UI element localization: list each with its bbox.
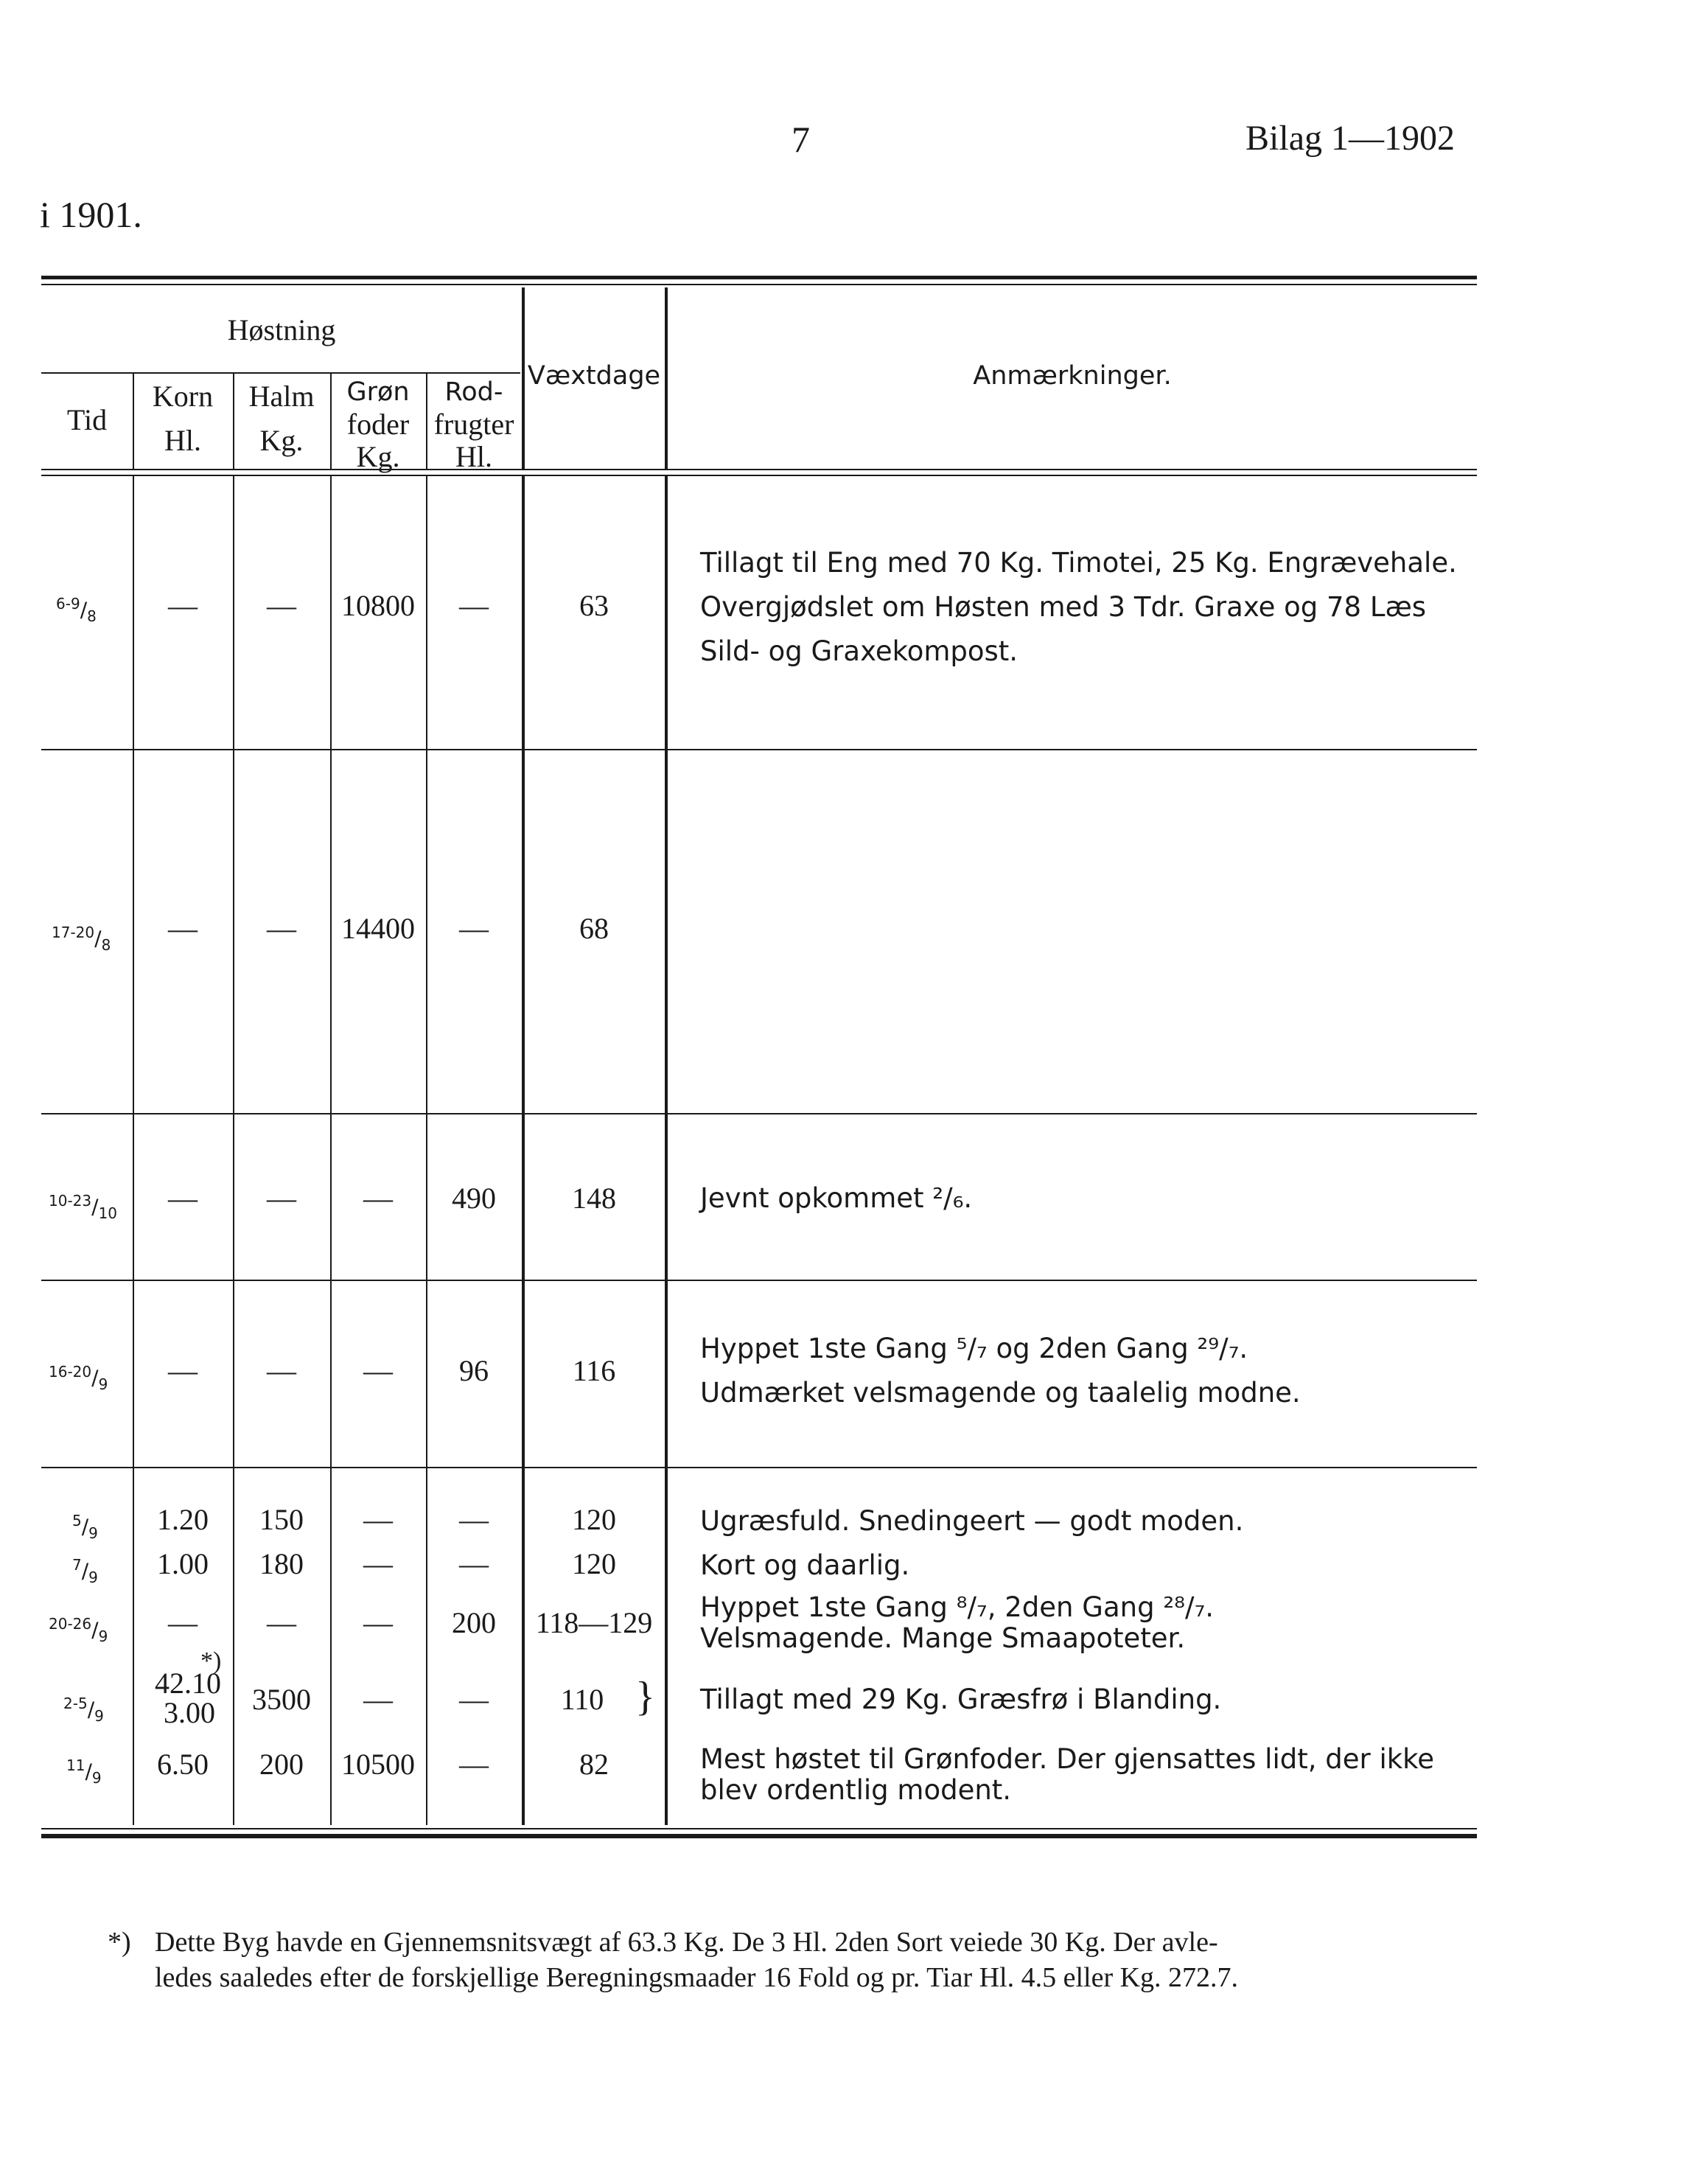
cell-vaextdage: 82: [579, 1748, 609, 1781]
footnote-line: Dette Byg havde en Gjennemsnitsvægt af 63.3 Kg. De 3 Hl. 2den Sort veiede 30 Kg. Der avle-: [155, 1927, 1218, 1958]
header-tid: Tid: [66, 403, 108, 436]
row-date: $^{10-23}/_{10}$: [49, 1192, 118, 1222]
cell-rodfrugter: —: [459, 912, 489, 945]
cell-gronfoder: 10500: [341, 1748, 415, 1781]
cell-korn: 1.00: [157, 1547, 209, 1580]
col-divider-halm: [330, 372, 332, 469]
bilag-reference: Bilag 1—1902: [1245, 119, 1455, 158]
cell-vaextdage: 116: [572, 1354, 616, 1387]
cell-vaextdage: 120: [572, 1547, 616, 1580]
table-bottom-rule-thick: [41, 1834, 1477, 1838]
col-divider-korn-body: [233, 476, 234, 1825]
cell-vaextdage: 118—129: [535, 1606, 653, 1639]
row-date: $^{2-5}/_9$: [63, 1695, 104, 1725]
col-divider-vaext: [665, 287, 668, 469]
header-bottom-rule: [41, 469, 1477, 470]
row-date: $^7/_9$: [72, 1556, 98, 1586]
col-divider-rod-body: [522, 476, 525, 1825]
col-divider-vaext-body: [665, 476, 668, 1825]
header-vaextdage: Væxtdage: [527, 361, 661, 391]
cell-halm: —: [267, 589, 296, 622]
cell-halm: 150: [259, 1503, 304, 1536]
table-top-rule: [41, 276, 1477, 279]
cell-halm: —: [267, 912, 296, 945]
cell-korn: —: [168, 912, 198, 945]
row-separator: [41, 1113, 1477, 1114]
row-date: $^{11}/_9$: [66, 1756, 102, 1787]
page-number: 7: [792, 119, 810, 160]
cell-anmaerkning: Tillagt til Eng med 70 Kg. Timotei, 25 Kg. Engrævehale. Overgjødslet om Høsten med 3 Tdr. Graxe og 78 Læs Sild- og Graxekompost.: [700, 547, 1457, 667]
row-separator: [41, 1280, 1477, 1281]
cell-gronfoder: —: [363, 1606, 393, 1639]
col-divider-tid-body: [133, 476, 134, 1825]
year-title: i 1901.: [40, 194, 142, 235]
row-date: $^5/_9$: [72, 1512, 98, 1542]
cell-halm: —: [267, 1182, 296, 1215]
cell-gronfoder: —: [363, 1182, 393, 1215]
cell-korn: —: [168, 1182, 198, 1215]
cell-anmaerkning: Kort og daarlig.: [700, 1549, 910, 1581]
hostning-rule: [41, 372, 520, 374]
brace-icon: }: [635, 1674, 655, 1720]
col-divider-halm-body: [330, 476, 332, 1825]
cell-gronfoder: —: [363, 1503, 393, 1536]
cell-gronfoder: 10800: [341, 589, 415, 622]
cell-vaextdage: 110: [560, 1683, 604, 1716]
cell-halm: —: [267, 1606, 296, 1639]
col-divider-gron: [426, 372, 427, 469]
cell-anmaerkning: Ugræsfuld. Snedingeert — godt moden.: [700, 1505, 1244, 1537]
cell-halm: 180: [259, 1547, 304, 1580]
cell-anmaerkning: Jevnt opkommet ²/₆.: [700, 1182, 973, 1214]
row-separator: [41, 749, 1477, 750]
header-hostning: Høstning: [227, 313, 336, 346]
header-gronfoder: Grøn foder Kg.: [346, 377, 410, 473]
cell-rodfrugter: —: [459, 1683, 489, 1716]
row-date: $^{16-20}/_9$: [49, 1363, 108, 1393]
cell-anmaerkning: Tillagt med 29 Kg. Græsfrø i Blanding.: [700, 1684, 1222, 1715]
cell-korn: 42.10 3.00: [155, 1667, 221, 1729]
cell-gronfoder: 14400: [341, 912, 415, 945]
row-date: $^{20-26}/_9$: [49, 1615, 108, 1645]
cell-gronfoder: —: [363, 1547, 393, 1580]
cell-vaextdage: 68: [579, 912, 609, 945]
header-korn: Korn Hl.: [152, 380, 214, 457]
row-separator: [41, 1467, 1477, 1468]
cell-rodfrugter: —: [459, 589, 489, 622]
row-date: $^{17-20}/_8$: [52, 924, 111, 954]
cell-halm: 200: [259, 1748, 304, 1781]
table-bottom-rule: [41, 1828, 1477, 1829]
cell-halm: —: [267, 1354, 296, 1387]
table-top-rule-thin: [41, 284, 1477, 285]
footnote-line: ledes saaledes efter de forskjellige Beregningsmaader 16 Fold og pr. Tiar Hl. 4.5 eller Kg. 272.7.: [155, 1962, 1239, 1993]
cell-rodfrugter: —: [459, 1503, 489, 1536]
cell-anmaerkning: Hyppet 1ste Gang ⁸/₇, 2den Gang ²⁸/₇. Velsmagende. Mange Smaapoteter.: [700, 1591, 1215, 1654]
cell-rodfrugter: 200: [452, 1606, 496, 1639]
cell-korn: 1.20: [157, 1503, 209, 1536]
header-anmaerkninger: Anmærkninger.: [973, 361, 1172, 391]
cell-korn: —: [168, 1606, 198, 1639]
cell-anmaerkning: Mest høstet til Grønfoder. Der gjensattes lidt, der ikke blev ordentlig modent.: [700, 1743, 1435, 1806]
footnote-mark: *): [108, 1927, 131, 1958]
cell-rodfrugter: 490: [452, 1182, 496, 1215]
header-bottom-rule-2: [41, 475, 1477, 476]
cell-vaextdage: 120: [572, 1503, 616, 1536]
cell-korn: 6.50: [157, 1748, 209, 1781]
col-divider-rod: [522, 287, 525, 469]
header-halm: Halm Kg.: [248, 380, 315, 457]
cell-anmaerkning: Hyppet 1ste Gang ⁵/₇ og 2den Gang ²⁹/₇. Udmærket velsmagende og taalelig modne.: [700, 1333, 1301, 1409]
cell-rodfrugter: 96: [459, 1354, 489, 1387]
cell-halm: 3500: [252, 1683, 311, 1716]
cell-korn: —: [168, 1354, 198, 1387]
cell-gronfoder: —: [363, 1354, 393, 1387]
cell-rodfrugter: —: [459, 1748, 489, 1781]
cell-korn: —: [168, 589, 198, 622]
header-rodfrugter: Rod- frugter Hl.: [433, 377, 514, 473]
cell-gronfoder: —: [363, 1683, 393, 1716]
col-divider-gron-body: [426, 476, 427, 1825]
col-divider-korn: [233, 372, 234, 469]
row-date: $^{6-9}/_8$: [56, 595, 97, 625]
cell-vaextdage: 148: [572, 1182, 616, 1215]
cell-rodfrugter: —: [459, 1547, 489, 1580]
cell-vaextdage: 63: [579, 589, 609, 622]
col-divider-tid: [133, 372, 134, 469]
cell-korn-footnote-mark: *): [200, 1647, 222, 1675]
